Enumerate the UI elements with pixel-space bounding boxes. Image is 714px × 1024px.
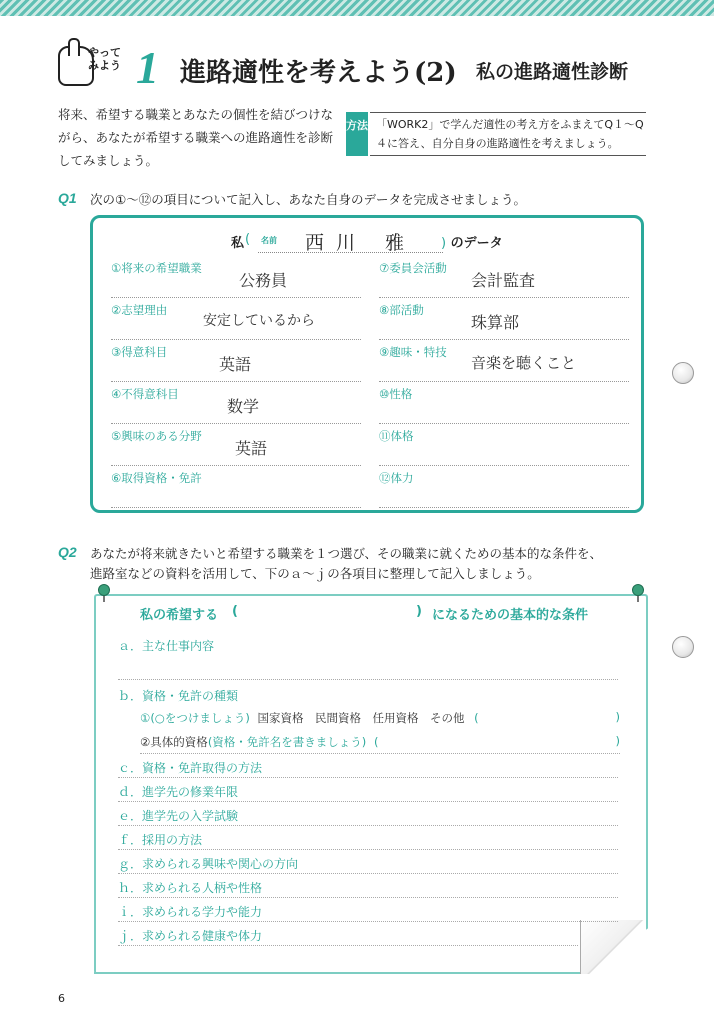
field-label: ⑪体格: [379, 429, 414, 443]
field-committee[interactable]: [379, 258, 629, 298]
name-field-label: 名前: [261, 236, 277, 245]
field-desired-job[interactable]: [111, 258, 361, 298]
field-value[interactable]: 公務員: [239, 271, 288, 290]
field-interest[interactable]: [111, 426, 361, 466]
field-value[interactable]: 英語: [235, 439, 268, 458]
page-subtitle: 私の進路適性診断: [476, 61, 629, 83]
field-club[interactable]: [379, 300, 629, 340]
name-open-paren: (: [245, 232, 251, 247]
field-license[interactable]: [111, 468, 361, 508]
sub1-open-paren: (: [474, 711, 479, 725]
row-label: ｅ．進学先の入学試験: [118, 809, 239, 823]
field-label: ⑤興味のある分野: [111, 429, 202, 443]
field-label: ⑩性格: [379, 387, 413, 401]
sub2-open-paren: (: [373, 735, 379, 749]
sub2-close-paren: ): [615, 734, 620, 748]
field-value[interactable]: 数学: [227, 397, 260, 416]
q2-label: Q2: [58, 544, 77, 560]
yatte-miyou-label: やって みよう: [88, 46, 121, 72]
row-label: ｈ．求められる人柄や性格: [118, 881, 263, 895]
field-reason[interactable]: [111, 300, 361, 340]
field-label: ⑥取得資格・免許: [111, 471, 202, 485]
name-value[interactable]: 西川 雅: [305, 232, 417, 254]
field-value[interactable]: 英語: [219, 355, 252, 374]
field-hobby[interactable]: [379, 342, 629, 382]
row-label: ｉ．求められる学力や能力: [118, 905, 263, 919]
field-label: ⑨趣味・特技: [379, 345, 447, 359]
field-label: ⑦委員会活動: [379, 261, 447, 275]
sheet-title-prefix: 私の希望する: [140, 608, 219, 623]
q1-panel-header: [93, 232, 641, 254]
row-label: ａ．主な仕事内容: [118, 639, 215, 653]
field-personality[interactable]: [379, 384, 629, 424]
title-row: [58, 40, 698, 100]
sheet-title-suffix: になるための基本的な条件: [432, 608, 589, 623]
sub1-options[interactable]: 国家資格 民間資格 任用資格 その他: [257, 711, 465, 725]
row-e-entrance-exam[interactable]: [118, 804, 618, 826]
pushpin-right-icon: [632, 584, 644, 596]
q1-instruction: 次の①～⑫の項目について記入し、あなた自身のデータを完成させましょう。: [90, 192, 526, 207]
sheet-bottom-border: [94, 972, 582, 974]
field-label: ①将来の希望職業: [111, 261, 202, 275]
field-label: ⑫体力: [379, 471, 414, 485]
row-a-job-content[interactable]: [118, 634, 618, 680]
watashi-label: 私: [231, 236, 245, 251]
field-value[interactable]: 音楽を聴くこと: [471, 354, 577, 372]
row-label: ｆ．採用の方法: [118, 833, 203, 847]
q1-label: Q1: [58, 190, 77, 206]
pushpin-left-icon: [98, 584, 110, 596]
name-close-and-suffix: [441, 232, 503, 251]
field-value[interactable]: 珠算部: [471, 313, 520, 332]
field-good-subject[interactable]: [111, 342, 361, 382]
page-curl-corner: [580, 920, 650, 974]
page-title: 進路適性を考えよう(2): [180, 58, 457, 88]
sheet-close-paren: ): [416, 604, 422, 619]
binder-hole-lower: [672, 636, 694, 658]
section-number: 1: [136, 42, 159, 93]
row-f-hiring-method[interactable]: [118, 828, 618, 850]
binder-hole-upper: [672, 362, 694, 384]
page-number: 6: [58, 992, 65, 1005]
field-weak-subject[interactable]: [111, 384, 361, 424]
q1-data-panel: [90, 215, 644, 513]
sub1-note: (○をつけましょう): [150, 711, 250, 725]
row-h-personality[interactable]: [118, 876, 618, 898]
sub2-note: (資格・免許名を書きましょう): [207, 735, 367, 749]
row-b-license-types: [118, 684, 618, 706]
field-label: ③得意科目: [111, 345, 168, 359]
method-box: [346, 112, 646, 156]
intro-paragraph: 将来、希望する職業とあなたの個性を結びつけながら、あなたが希望する職業への進路適性を診断してみましょう。: [58, 107, 334, 168]
name-close-paren: ): [441, 236, 447, 251]
field-label: ⑧部活動: [379, 303, 424, 317]
sub1-close-paren: ): [615, 710, 620, 724]
field-value[interactable]: 安定しているから: [203, 313, 315, 329]
row-c-license-method[interactable]: [118, 756, 618, 778]
data-suffix: のデータ: [450, 236, 503, 251]
row-label: ｂ．資格・免許の種類: [118, 689, 239, 703]
method-text: 「WORK2」で学んだ適性の考え方をふまえてQ１～Q４に答え、自分自身の進路適性を考えましょう。: [370, 112, 646, 156]
field-label: ②志望理由: [111, 303, 168, 317]
sub2-label: ②具体的資格: [140, 735, 208, 749]
row-label: ｃ．資格・免許取得の方法: [118, 761, 263, 775]
sheet-title: [140, 604, 620, 626]
row-label: ｄ．進学先の修業年限: [118, 785, 239, 799]
method-badge: 方法: [346, 112, 368, 156]
q2-instruction-line1: あなたが将来就きたいと希望する職業を１つ選び、その職業に就くための基本的な条件を、: [90, 546, 603, 561]
sheet-open-paren: (: [232, 604, 238, 619]
top-decorative-band: [0, 0, 714, 16]
row-b-sub1[interactable]: [140, 710, 620, 730]
row-j-health[interactable]: [118, 924, 578, 946]
row-label: ｊ．求められる健康や体力: [118, 929, 263, 943]
row-i-ability[interactable]: [118, 900, 618, 922]
row-b-sub2[interactable]: [140, 734, 620, 754]
sub1-prefix: ①: [140, 711, 151, 725]
name-underline: [258, 252, 443, 253]
q2-instruction-line2: 進路室などの資料を活用して、下のａ～ｊの各項目に整理して記入しましょう。: [90, 566, 540, 581]
field-label: ④不得意科目: [111, 387, 179, 401]
row-g-interests[interactable]: [118, 852, 618, 874]
row-label: ｇ．求められる興味や関心の方向: [118, 857, 299, 871]
field-stamina[interactable]: [379, 468, 629, 508]
row-d-study-years[interactable]: [118, 780, 618, 802]
field-value[interactable]: 会計監査: [471, 271, 536, 290]
field-physique[interactable]: [379, 426, 629, 466]
